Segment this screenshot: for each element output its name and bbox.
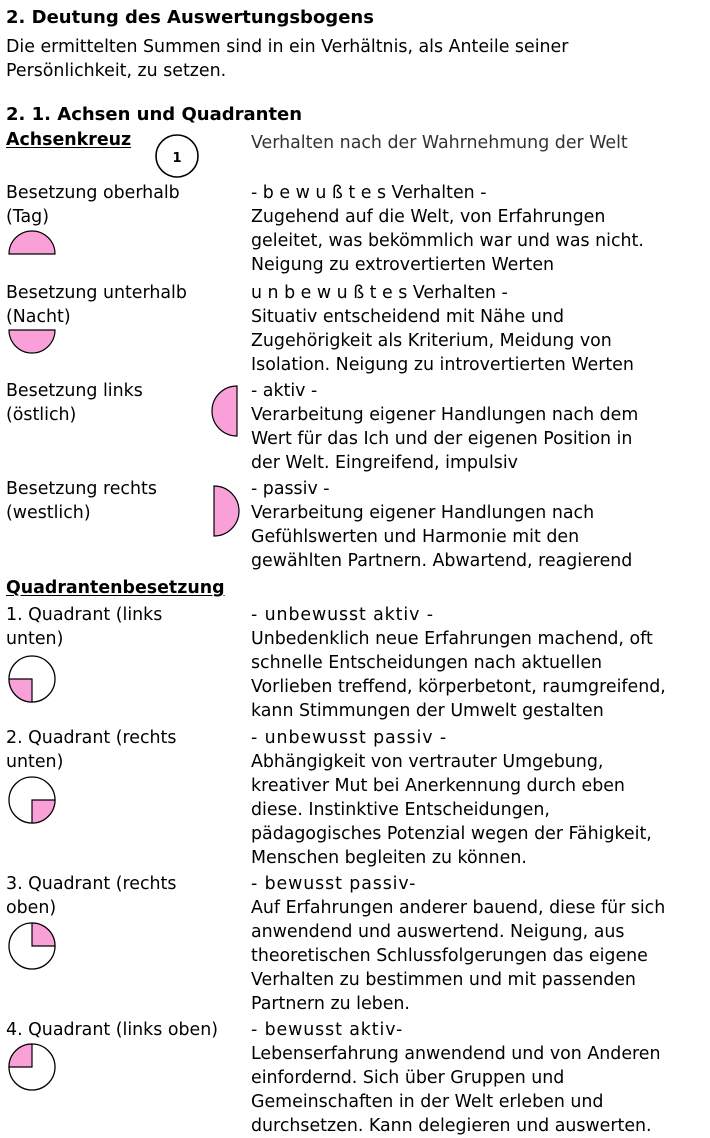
subsection-title: 2. 1. Achsen und Quadranten (6, 104, 303, 125)
row-text: Partnern zu leben. (251, 994, 410, 1014)
row-label: 3. Quadrant (rechts (6, 874, 177, 894)
row-tag: - aktiv - (251, 381, 318, 401)
half-circle-left-icon (212, 385, 240, 437)
row-text: Zugehörigkeit als Kriterium, Meidung von (251, 331, 612, 351)
row-text: Verarbeitung eigener Handlungen nach dem (251, 405, 639, 425)
row-text: kreativer Mut bei Anerkennung durch eben (251, 776, 625, 796)
half-circle-bottom-icon (8, 328, 56, 356)
row-label: Besetzung oberhalb (6, 183, 180, 203)
row-text: Neigung zu extrovertierten Werten (251, 255, 555, 275)
row-text: einfordernd. Sich über Gruppen und (251, 1068, 565, 1088)
row-label: 4. Quadrant (links oben) (6, 1020, 219, 1040)
quadrant-bottom-right-icon (8, 776, 56, 824)
row-tag: - b e w u ß t e s Verhalten - (251, 183, 487, 203)
row-label: (westlich) (6, 503, 91, 523)
row-text: Lebenserfahrung anwendend und von Anderen (251, 1044, 661, 1064)
row-tag: - passiv - (251, 479, 330, 499)
row-text: kann Stimmungen der Umwelt gestalten (251, 701, 604, 721)
row-text: gewählten Partnern. Abwartend, reagierend (251, 551, 633, 571)
row-text: durchsetzen. Kann delegieren und auswerten. (251, 1116, 652, 1136)
half-circle-top-icon (8, 230, 56, 256)
row-text: Verhalten zu bestimmen und mit passenden (251, 970, 636, 990)
row-text: Gefühlswerten und Harmonie mit den (251, 527, 580, 547)
quadranten-label: Quadrantenbesetzung (6, 578, 225, 598)
row-tag: - unbewusst passiv - (251, 728, 448, 748)
row-text: Gemeinschaften in der Welt erleben und (251, 1092, 604, 1112)
row-text: geleitet, was bekömmlich war und was nicht. (251, 231, 644, 251)
row-label: Besetzung unterhalb (6, 283, 187, 303)
row-text: Situativ entscheidend mit Nähe und (251, 307, 564, 327)
row-label: unten) (6, 752, 64, 772)
row-text: Wert für das Ich und der eigenen Position in (251, 429, 633, 449)
row-text: diese. Instinktive Entscheidungen, (251, 800, 550, 820)
row-text: Unbedenklich neue Erfahrungen machend, oft (251, 629, 653, 649)
half-circle-right-icon (212, 485, 240, 537)
number-circle-icon (154, 135, 200, 179)
achsen-heading: Verhalten nach der Wahrnehmung der Welt (251, 133, 628, 153)
row-text: Isolation. Neigung zu introvertierten Werten (251, 355, 634, 375)
row-label: Besetzung rechts (6, 479, 157, 499)
row-label: (Tag) (6, 207, 50, 227)
achsenkreuz-label: Achsenkreuz (6, 130, 132, 150)
row-label: 2. Quadrant (rechts (6, 728, 177, 748)
row-text: Auf Erfahrungen anderer bauend, diese für sich (251, 898, 666, 918)
row-text: theoretischen Schlussfolgerungen das eigene (251, 946, 648, 966)
row-tag: - bewusst aktiv- (251, 1020, 404, 1040)
row-label: unten) (6, 629, 64, 649)
intro-line-1: Die ermittelten Summen sind in ein Verhältnis, als Anteile seiner (6, 37, 569, 57)
row-text: Abhängigkeit von vertrauter Umgebung, (251, 752, 604, 772)
row-text: schnelle Entscheidungen nach aktuellen (251, 653, 603, 673)
circle-number: 1 (172, 151, 182, 166)
row-label: 1. Quadrant (links (6, 605, 163, 625)
row-text: anwendend und auswertend. Neigung, aus (251, 922, 625, 942)
row-tag: - unbewusst aktiv - (251, 605, 434, 625)
row-text: Menschen begleiten zu können. (251, 848, 527, 868)
section-title: 2. Deutung des Auswertungsbogens (6, 7, 374, 28)
row-label: (Nacht) (6, 307, 71, 327)
row-tag: - bewusst passiv- (251, 874, 417, 894)
row-text: Zugehend auf die Welt, von Erfahrungen (251, 207, 606, 227)
quadrant-top-left-icon (8, 1043, 56, 1091)
row-label: (östlich) (6, 405, 77, 425)
quadrant-bottom-left-icon (8, 655, 56, 703)
row-text: der Welt. Eingreifend, impulsiv (251, 453, 518, 473)
row-text: Vorlieben treffend, körperbetont, raumgreifend, (251, 677, 666, 697)
intro-line-2: Persönlichkeit, zu setzen. (6, 61, 227, 81)
row-text: pädagogisches Potenzial wegen der Fähigkeit, (251, 824, 652, 844)
quadrant-top-right-icon (8, 922, 56, 970)
row-label: oben) (6, 898, 57, 918)
row-label: Besetzung links (6, 381, 143, 401)
row-text: Verarbeitung eigener Handlungen nach (251, 503, 595, 523)
row-tag: u n b e w u ß t e s Verhalten - (251, 283, 508, 303)
